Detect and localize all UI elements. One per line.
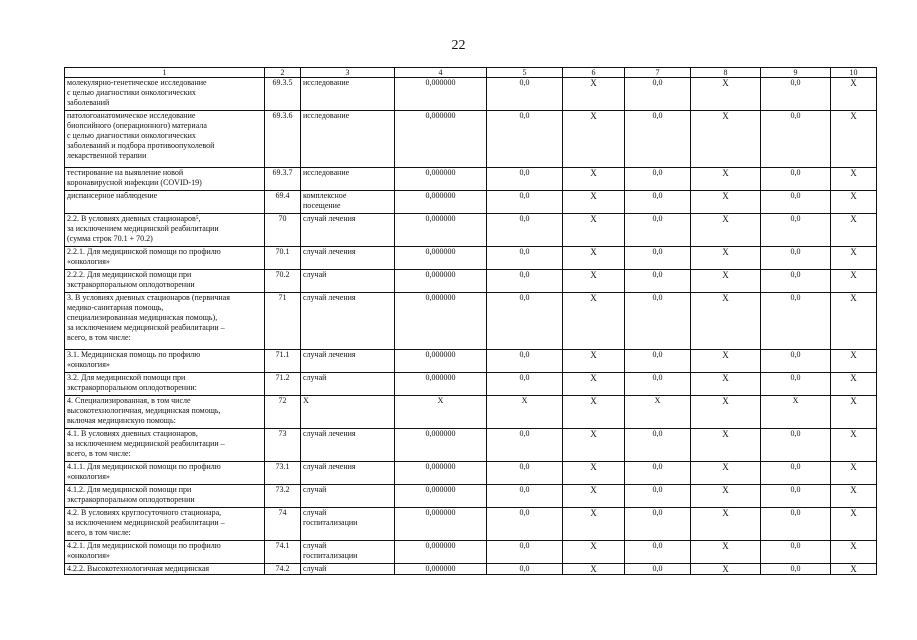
column-number: 4	[395, 68, 487, 78]
value-col10: Х	[831, 293, 877, 350]
value-col10: Х	[831, 191, 877, 214]
value-col10: Х	[831, 168, 877, 191]
unit-of-measure: случай лечения	[301, 429, 395, 462]
value-col8: Х	[691, 508, 761, 541]
row-code: 69.3.6	[265, 111, 301, 168]
value-col10: Х	[831, 350, 877, 373]
value-col7: Х	[625, 396, 691, 429]
row-name: 2.2.2. Для медицинской помощи при экстракорпоральном оплодотворении	[65, 270, 265, 293]
value-col4: 0,000000	[395, 191, 487, 214]
unit-of-measure: случай	[301, 270, 395, 293]
value-col5: 0,0	[487, 462, 563, 485]
row-name: 4.2.1. Для медицинской помощи по профилю «онкология»	[65, 541, 265, 564]
value-col10: Х	[831, 462, 877, 485]
column-number: 5	[487, 68, 563, 78]
table-row	[65, 564, 877, 575]
row-name: 3.1. Медицинская помощь по профилю «онкология»	[65, 350, 265, 373]
value-col6: Х	[563, 111, 625, 168]
value-col6: Х	[563, 485, 625, 508]
value-col7: 0,0	[625, 541, 691, 564]
row-name: патологоанатомическое исследование биопсийного (операционного) материала с целью диагностики онкологических заболеваний и подбора противоопухолевой лекарственной терапии	[65, 111, 265, 168]
value-col4: Х	[395, 396, 487, 429]
table-row	[65, 373, 877, 396]
row-name: 4.1. В условиях дневных стационаров, за исключением медицинской реабилитации – всего, в том числе:	[65, 429, 265, 462]
table-row	[65, 168, 877, 191]
value-col6: Х	[563, 293, 625, 350]
column-number: 8	[691, 68, 761, 78]
value-col7: 0,0	[625, 191, 691, 214]
value-col4: 0,000000	[395, 111, 487, 168]
value-col10: Х	[831, 78, 877, 111]
row-code: 74.1	[265, 541, 301, 564]
table-row	[65, 462, 877, 485]
value-col7: 0,0	[625, 485, 691, 508]
value-col8: Х	[691, 350, 761, 373]
value-col9: 0,0	[761, 508, 831, 541]
table-row	[65, 191, 877, 214]
row-name: 4.2. В условиях круглосуточного стационара, за исключением медицинской реабилитации – всего, в том числе:	[65, 508, 265, 541]
value-col9: 0,0	[761, 214, 831, 247]
value-col7: 0,0	[625, 247, 691, 270]
value-col4: 0,000000	[395, 293, 487, 350]
table-row	[65, 396, 877, 429]
value-col5: 0,0	[487, 373, 563, 396]
value-col10: Х	[831, 564, 877, 575]
value-col5: 0,0	[487, 293, 563, 350]
column-number: 6	[563, 68, 625, 78]
column-number: 10	[831, 68, 877, 78]
value-col9: 0,0	[761, 564, 831, 575]
row-name: 4.1.2. Для медицинской помощи при экстракорпоральном оплодотворении	[65, 485, 265, 508]
value-col9: 0,0	[761, 168, 831, 191]
value-col7: 0,0	[625, 111, 691, 168]
value-col5: 0,0	[487, 508, 563, 541]
value-col6: Х	[563, 462, 625, 485]
value-col10: Х	[831, 247, 877, 270]
value-col8: Х	[691, 293, 761, 350]
column-number: 3	[301, 68, 395, 78]
value-col7: 0,0	[625, 293, 691, 350]
value-col7: 0,0	[625, 373, 691, 396]
value-col8: Х	[691, 462, 761, 485]
value-col7: 0,0	[625, 429, 691, 462]
row-name: 4. Специализированная, в том числе высокотехнологичная, медицинская помощь, включая медицинскую помощь:	[65, 396, 265, 429]
value-col8: Х	[691, 429, 761, 462]
value-col9: 0,0	[761, 350, 831, 373]
value-col8: Х	[691, 168, 761, 191]
unit-of-measure: случай	[301, 373, 395, 396]
unit-of-measure: случай	[301, 485, 395, 508]
value-col10: Х	[831, 396, 877, 429]
value-col4: 0,000000	[395, 214, 487, 247]
unit-of-measure: комплексное посещение	[301, 191, 395, 214]
value-col9: 0,0	[761, 247, 831, 270]
column-number-row	[65, 68, 877, 78]
value-col4: 0,000000	[395, 168, 487, 191]
value-col5: Х	[487, 396, 563, 429]
value-col5: 0,0	[487, 247, 563, 270]
unit-of-measure: случай госпитализации	[301, 541, 395, 564]
value-col6: Х	[563, 191, 625, 214]
row-code: 70	[265, 214, 301, 247]
row-code: 72	[265, 396, 301, 429]
value-col10: Х	[831, 485, 877, 508]
value-col4: 0,000000	[395, 373, 487, 396]
value-col8: Х	[691, 564, 761, 575]
value-col7: 0,0	[625, 270, 691, 293]
value-col6: Х	[563, 508, 625, 541]
unit-of-measure: случай лечения	[301, 293, 395, 350]
value-col10: Х	[831, 508, 877, 541]
value-col4: 0,000000	[395, 462, 487, 485]
value-col5: 0,0	[487, 270, 563, 293]
row-code: 69.3.7	[265, 168, 301, 191]
row-code: 70.2	[265, 270, 301, 293]
row-name: 3. В условиях дневных стационаров (первичная медико-санитарная помощь, специализированная медицинская помощь), за исключением медицинской реабилитации – всего, в том числе:	[65, 293, 265, 350]
unit-of-measure: случай лечения	[301, 350, 395, 373]
value-col5: 0,0	[487, 168, 563, 191]
value-col4: 0,000000	[395, 541, 487, 564]
row-name: 3.2. Для медицинской помощи при экстракорпоральном оплодотворении:	[65, 373, 265, 396]
value-col7: 0,0	[625, 462, 691, 485]
value-col9: 0,0	[761, 270, 831, 293]
value-col5: 0,0	[487, 485, 563, 508]
table-row	[65, 293, 877, 350]
row-code: 73.2	[265, 485, 301, 508]
value-col4: 0,000000	[395, 485, 487, 508]
value-col9: 0,0	[761, 293, 831, 350]
value-col8: Х	[691, 541, 761, 564]
unit-of-measure: случай лечения	[301, 462, 395, 485]
table-row	[65, 270, 877, 293]
value-col9: 0,0	[761, 78, 831, 111]
table-row	[65, 214, 877, 247]
row-code: 71.1	[265, 350, 301, 373]
value-col8: Х	[691, 396, 761, 429]
row-name: молекулярно-генетическое исследование с целью диагностики онкологических заболеваний	[65, 78, 265, 111]
value-col5: 0,0	[487, 429, 563, 462]
value-col6: Х	[563, 541, 625, 564]
unit-of-measure: Х	[301, 396, 395, 429]
row-code: 71.2	[265, 373, 301, 396]
value-col10: Х	[831, 541, 877, 564]
unit-of-measure: исследование	[301, 78, 395, 111]
row-code: 70.1	[265, 247, 301, 270]
row-code: 74.2	[265, 564, 301, 575]
value-col7: 0,0	[625, 350, 691, 373]
value-col8: Х	[691, 191, 761, 214]
value-col8: Х	[691, 247, 761, 270]
value-col10: Х	[831, 373, 877, 396]
value-col4: 0,000000	[395, 78, 487, 111]
row-name: тестирование на выявление новой коронавирусной инфекции (COVID-19)	[65, 168, 265, 191]
table-row	[65, 541, 877, 564]
value-col8: Х	[691, 270, 761, 293]
row-name: 2.2.1. Для медицинской помощи по профилю «онкология»	[65, 247, 265, 270]
table-row	[65, 429, 877, 462]
value-col6: Х	[563, 270, 625, 293]
table-row	[65, 485, 877, 508]
value-col9: 0,0	[761, 541, 831, 564]
value-col6: Х	[563, 247, 625, 270]
value-col7: 0,0	[625, 564, 691, 575]
value-col6: Х	[563, 429, 625, 462]
value-col5: 0,0	[487, 564, 563, 575]
value-col8: Х	[691, 214, 761, 247]
value-col4: 0,000000	[395, 564, 487, 575]
row-name: 4.2.2. Высокотехнологичная медицинская	[65, 564, 265, 575]
row-code: 73.1	[265, 462, 301, 485]
value-col5: 0,0	[487, 541, 563, 564]
value-col4: 0,000000	[395, 508, 487, 541]
row-code: 74	[265, 508, 301, 541]
row-code: 69.3.5	[265, 78, 301, 111]
value-col6: Х	[563, 168, 625, 191]
value-col9: 0,0	[761, 111, 831, 168]
value-col4: 0,000000	[395, 350, 487, 373]
table-row	[65, 508, 877, 541]
value-col6: Х	[563, 78, 625, 111]
unit-of-measure: случай лечения	[301, 214, 395, 247]
row-name: диспансерное наблюдение	[65, 191, 265, 214]
column-number: 1	[65, 68, 265, 78]
value-col5: 0,0	[487, 191, 563, 214]
value-col10: Х	[831, 111, 877, 168]
value-col6: Х	[563, 396, 625, 429]
unit-of-measure: исследование	[301, 168, 395, 191]
value-col7: 0,0	[625, 508, 691, 541]
value-col8: Х	[691, 373, 761, 396]
value-col4: 0,000000	[395, 429, 487, 462]
value-col10: Х	[831, 429, 877, 462]
value-col5: 0,0	[487, 350, 563, 373]
value-col7: 0,0	[625, 78, 691, 111]
table-row	[65, 78, 877, 111]
value-col5: 0,0	[487, 214, 563, 247]
value-col4: 0,000000	[395, 247, 487, 270]
data-table	[64, 67, 877, 575]
value-col6: Х	[563, 373, 625, 396]
row-name: 2.2. В условиях дневных стационаров⁵, за исключением медицинской реабилитации (сумма строк 70.1 + 70.2)	[65, 214, 265, 247]
unit-of-measure: случай	[301, 564, 395, 575]
unit-of-measure: исследование	[301, 111, 395, 168]
value-col9: 0,0	[761, 429, 831, 462]
value-col9: 0,0	[761, 373, 831, 396]
table-row	[65, 247, 877, 270]
column-number: 7	[625, 68, 691, 78]
value-col6: Х	[563, 350, 625, 373]
value-col4: 0,000000	[395, 270, 487, 293]
value-col9: 0,0	[761, 485, 831, 508]
table-row	[65, 111, 877, 168]
value-col8: Х	[691, 485, 761, 508]
value-col8: Х	[691, 111, 761, 168]
row-name: 4.1.1. Для медицинской помощи по профилю «онкология»	[65, 462, 265, 485]
value-col10: Х	[831, 270, 877, 293]
page-number: 22	[451, 38, 466, 53]
value-col9: 0,0	[761, 462, 831, 485]
value-col8: Х	[691, 78, 761, 111]
column-number: 9	[761, 68, 831, 78]
row-code: 71	[265, 293, 301, 350]
column-number: 2	[265, 68, 301, 78]
row-code: 73	[265, 429, 301, 462]
unit-of-measure: случай лечения	[301, 247, 395, 270]
unit-of-measure: случай госпитализации	[301, 508, 395, 541]
table-row	[65, 350, 877, 373]
value-col9: 0,0	[761, 191, 831, 214]
value-col9: Х	[761, 396, 831, 429]
value-col10: Х	[831, 214, 877, 247]
value-col5: 0,0	[487, 78, 563, 111]
value-col7: 0,0	[625, 214, 691, 247]
value-col7: 0,0	[625, 168, 691, 191]
row-code: 69.4	[265, 191, 301, 214]
value-col6: Х	[563, 214, 625, 247]
value-col5: 0,0	[487, 111, 563, 168]
value-col6: Х	[563, 564, 625, 575]
